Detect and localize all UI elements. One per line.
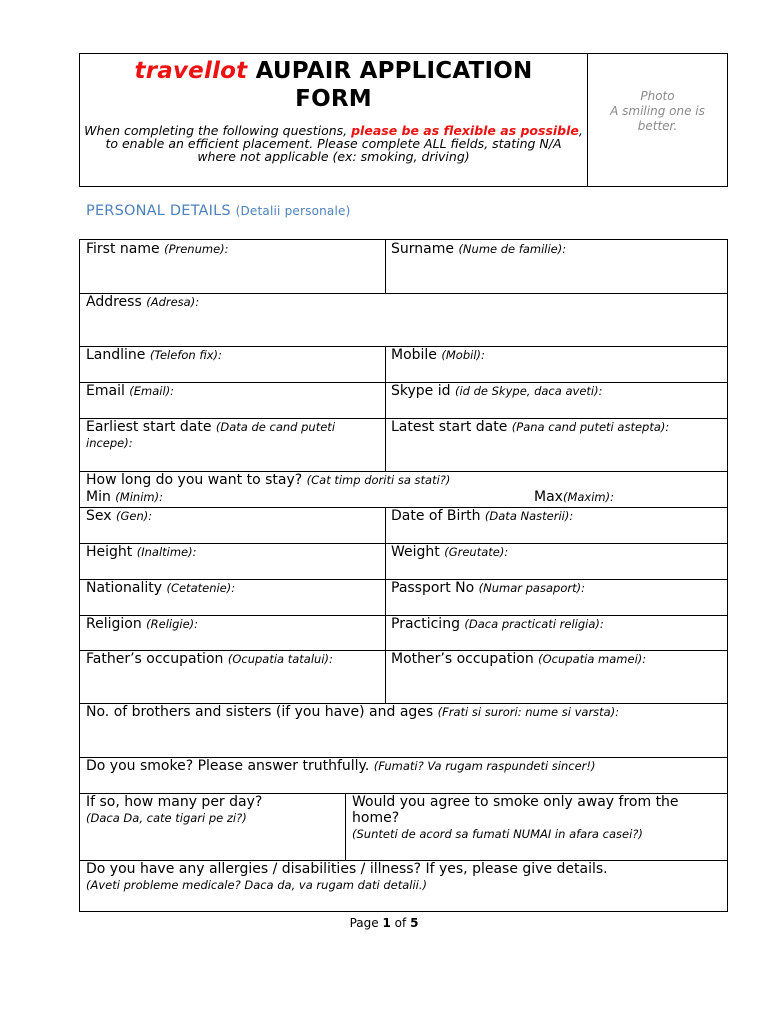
field-first-name[interactable]	[86, 241, 229, 257]
field-hint: (Email):	[129, 384, 175, 398]
field-label: Practicing	[391, 616, 460, 632]
section-subtitle: (Detalii personale)	[235, 204, 351, 218]
field-label: Would you agree to smoke only away from the	[352, 794, 679, 810]
field-label: Height	[86, 544, 133, 560]
field-hint: (Daca practicati religia):	[464, 617, 604, 631]
field-sex[interactable]	[86, 508, 152, 524]
field-stay-duration[interactable]	[86, 472, 450, 488]
photo-label: Photo	[640, 89, 675, 103]
page-word: Page	[349, 916, 379, 930]
field-hint: (Numar pasaport):	[478, 581, 585, 595]
form-title	[80, 57, 587, 113]
field-label: Min	[86, 489, 111, 505]
field-label: Passport No	[391, 580, 475, 596]
total-pages: 5	[410, 916, 419, 930]
intro-emphasis: please be as flexible as possible	[351, 123, 579, 138]
field-hint: (Cat timp doriti sa stati?)	[306, 473, 451, 487]
field-label: Skype id	[391, 383, 451, 399]
field-hint: (Cetatenie):	[166, 581, 236, 595]
photo-hint-line-2: better.	[637, 119, 678, 133]
field-hint: (Frati si surori: nume si varsta):	[437, 705, 620, 719]
field-label: Mother’s occupation	[391, 651, 534, 667]
field-hint: (Telefon fix):	[149, 348, 222, 362]
field-label: Do you have any allergies / disabilities / illness? If yes, please give details.	[86, 861, 608, 877]
field-label: Address	[86, 294, 142, 310]
col-divider	[385, 507, 386, 703]
field-label: Surname	[391, 241, 454, 257]
field-address[interactable]	[86, 294, 199, 310]
field-hint: (Greutate):	[444, 545, 509, 559]
field-hint: (Daca Da, cate tigari pe zi?)	[86, 811, 247, 825]
field-label: Max	[534, 489, 563, 505]
field-smoke-away-from-home[interactable]	[352, 794, 724, 842]
intro-part-d: where not applicable (ex: smoking, driving)	[197, 149, 470, 164]
field-hint: (Gen):	[116, 509, 153, 523]
field-stay-min[interactable]	[86, 489, 163, 505]
field-label: If so, how many per day?	[86, 794, 263, 810]
field-label: Landline	[86, 347, 146, 363]
intro-part-c: to enable an efficient placement. Please complete ALL fields, stating N/A	[105, 136, 562, 151]
field-height[interactable]	[86, 544, 197, 560]
brand-name: travellot	[134, 58, 248, 84]
field-hint: (Ocupatia mamei):	[538, 652, 647, 666]
field-hint: (Minim):	[115, 490, 163, 504]
field-label: How long do you want to stay?	[86, 472, 303, 488]
field-hint: (Maxim):	[562, 490, 614, 504]
field-passport-no[interactable]	[391, 580, 585, 596]
field-mother-occupation[interactable]	[391, 651, 646, 667]
field-email[interactable]	[86, 383, 174, 399]
field-hint: (Data de cand puteti	[215, 420, 336, 434]
field-hint: (Religie):	[146, 617, 199, 631]
field-label: No. of brothers and sisters (if you have) and ages	[86, 704, 434, 720]
field-hint: (Aveti probleme medicale? Daca da, va rugam dati detalii.)	[86, 878, 428, 892]
form-header	[79, 53, 728, 187]
field-label: Sex	[86, 508, 112, 524]
field-surname[interactable]	[391, 241, 566, 257]
field-label: Email	[86, 383, 125, 399]
field-hint: (id de Skype, daca aveti):	[454, 384, 603, 398]
field-label: Latest start date	[391, 419, 508, 435]
field-landline[interactable]	[86, 347, 222, 363]
field-father-occupation[interactable]	[86, 651, 333, 667]
field-label: Weight	[391, 544, 440, 560]
photo-hint-line-1: A smiling one is	[610, 104, 705, 118]
field-religion[interactable]	[86, 616, 198, 632]
field-allergies[interactable]	[86, 861, 726, 893]
field-smoking[interactable]	[86, 758, 596, 774]
field-hint: (Ocupatia tatalui):	[227, 652, 333, 666]
field-mobile[interactable]	[391, 347, 485, 363]
field-latest-start-date[interactable]	[391, 419, 669, 435]
col-divider	[385, 346, 386, 471]
intro-text	[80, 124, 587, 163]
field-hint: (Sunteti de acord sa fumati NUMAI in afara casei?)	[352, 827, 643, 841]
title-line-2: FORM	[295, 86, 372, 112]
field-weight[interactable]	[391, 544, 508, 560]
field-nationality[interactable]	[86, 580, 235, 596]
field-cigarettes-per-day[interactable]	[86, 794, 341, 826]
field-hint: (Inaltime):	[136, 545, 197, 559]
intro-part-b: ,	[578, 123, 583, 138]
header-title-block	[80, 54, 588, 186]
title-line-1: AUPAIR APPLICATION	[255, 58, 533, 84]
field-skype[interactable]	[391, 383, 602, 399]
field-label: Earliest start date	[86, 419, 212, 435]
field-hint: (Pana cand puteti astepta):	[511, 420, 670, 434]
field-practicing[interactable]	[391, 616, 604, 632]
field-label: Mobile	[391, 347, 437, 363]
section-title: PERSONAL DETAILS	[86, 203, 231, 219]
field-siblings[interactable]	[86, 704, 619, 720]
field-hint: (Fumati? Va rugam raspundeti sincer!)	[373, 759, 596, 773]
current-page: 1	[382, 916, 391, 930]
field-label: First name	[86, 241, 160, 257]
field-hint-continued: incepe):	[86, 436, 133, 450]
field-label: Date of Birth	[391, 508, 481, 524]
field-label: Religion	[86, 616, 142, 632]
col-divider	[385, 240, 386, 293]
page-number	[0, 916, 768, 930]
field-earliest-start-date[interactable]	[86, 419, 376, 451]
field-hint: (Data Nasterii):	[484, 509, 574, 523]
personal-details-table	[79, 239, 728, 912]
intro-part-a: When completing the following questions,	[84, 123, 352, 138]
of-word: of	[394, 916, 407, 930]
field-label: Do you smoke? Please answer truthfully.	[86, 758, 370, 774]
field-label: Nationality	[86, 580, 163, 596]
field-label-continued: home?	[352, 810, 400, 826]
field-hint: (Adresa):	[146, 295, 200, 309]
field-date-of-birth[interactable]	[391, 508, 573, 524]
field-hint: (Prenume):	[164, 242, 229, 256]
col-divider	[345, 793, 346, 860]
field-stay-max[interactable]	[534, 489, 614, 505]
section-personal-details	[86, 203, 350, 219]
field-label: Father’s occupation	[86, 651, 224, 667]
field-hint: (Mobil):	[441, 348, 485, 362]
field-hint: (Nume de familie):	[458, 242, 567, 256]
photo-box[interactable]	[588, 54, 727, 186]
